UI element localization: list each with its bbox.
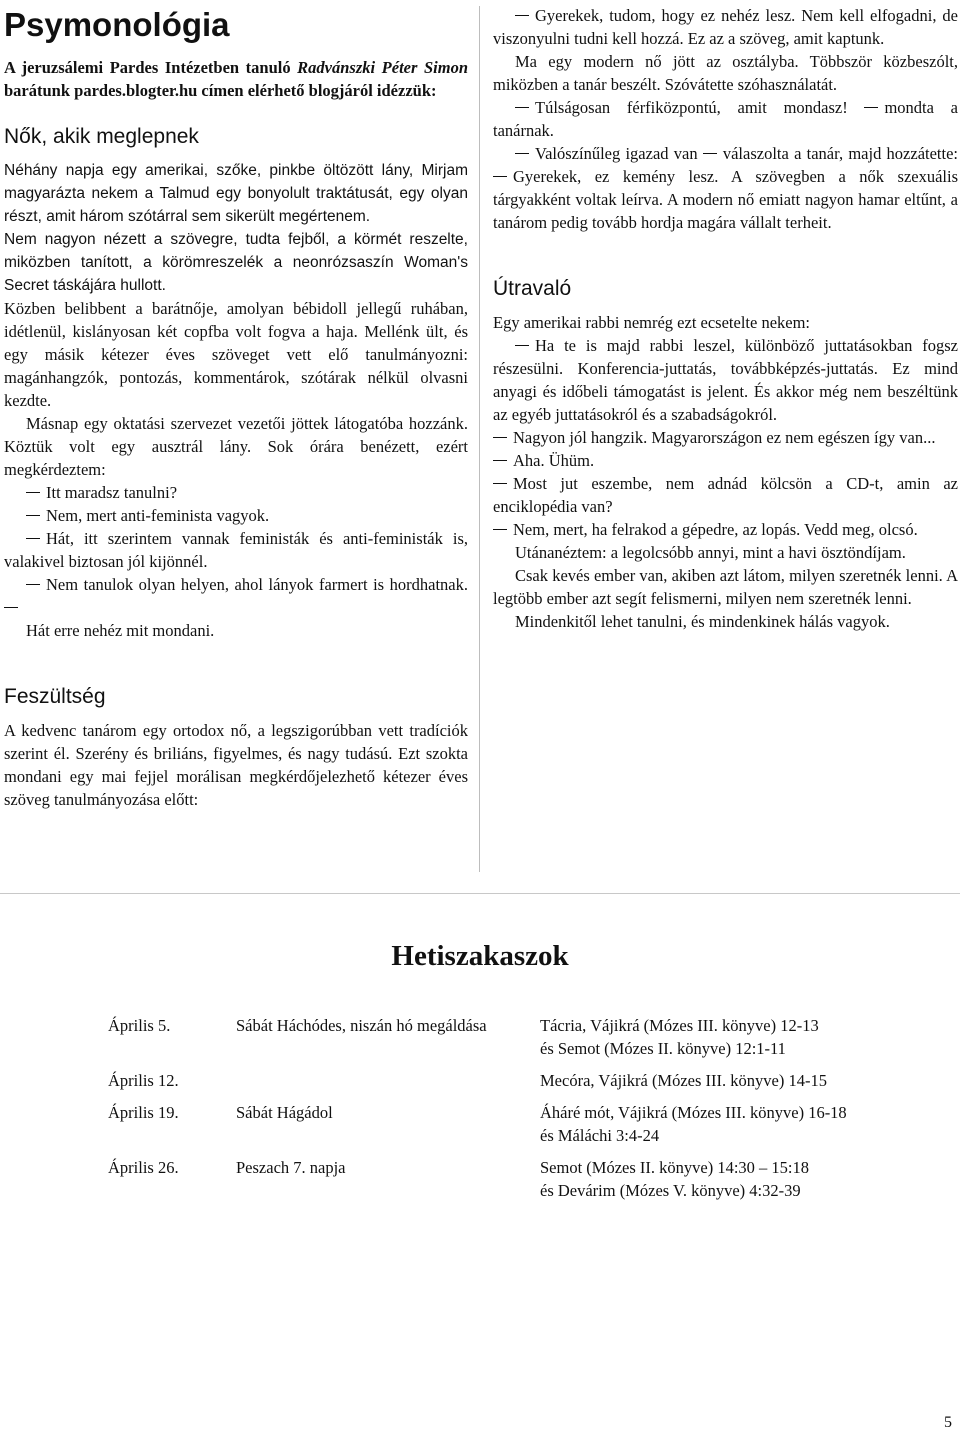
dialogue-line: Nem, mert, ha felrakod a gépedre, az lopás. Vedd meg, olcsó.: [493, 518, 958, 541]
page-number: 5: [944, 1414, 952, 1431]
dash-mark: [515, 107, 529, 108]
table-row: [108, 1156, 868, 1202]
column-divider: [479, 6, 480, 872]
dialogue-line: Valószínűleg igazad van válaszolta a tanár, majd hozzátette: Gyerekek, ez kemény lesz. A szövegben a nők szexuális tárgyakként voltak leírva. A modern nő emiatt nagyon hamar eltűnt, a tanárom pedig tovább hordja magára vállalt terheit.: [493, 144, 959, 232]
author-name: Radvánszki Péter Simon: [297, 58, 469, 77]
section-title-feszultseg: Feszültség: [4, 685, 106, 708]
torah-portions-table: [108, 1014, 868, 1211]
paragraph: Közben belibbent a barátnője, amolyan bébidoll jellegű ruhában, idétlenül, kislányosan két copfba volt fogva a haja. Mellénk ült, és egy másik kétezer éves szöveget vett elő tanulmányozni: magánhangzók, pontozás, kommentárok, szótárak nélkül olvasni kezdte.: [4, 299, 468, 410]
dash-mark: [864, 107, 878, 108]
dialogue-line: Túlságosan férfiközpontú, amit mondasz! mondta a tanárnak.: [493, 98, 958, 140]
paragraph: Utánanéztem: a legolcsóbb annyi, mint a havi ösztöndíjam.: [515, 543, 906, 562]
dash-mark: [26, 515, 40, 516]
paragraph: Hát erre nehéz mit mondani.: [26, 621, 215, 640]
right-column: [493, 4, 958, 633]
paragraph: Másnap egy oktatási szervezet vezetői jöttek látogatóba hozzánk. Köztük volt egy ausztrál lány. Sok órára benézett, ezért megkérdeztem:: [4, 414, 468, 479]
row-reading: Semot (Mózes II. könyve) 14:30 – 15:18 és Devárim (Mózes V. könyve) 4:32-39: [540, 1158, 810, 1200]
paragraph: Nem nagyon nézett a szövegre, tudta fejből, a körmét reszelte, miközben tanított, a körömreszelék a neonrózsaszín Woman's Secret táskájára hullott.: [4, 231, 468, 294]
dialogue-line: Most jut eszembe, nem adnád kölcsön a CD-t, amin az enciklopédia van?: [493, 474, 958, 516]
dialogue-line: Gyerekek, tudom, hogy ez nehéz lesz. Nem kell elfogadni, de viszonyulni tudni kell hozzá. Ez az a szöveg, amit kaptunk.: [493, 6, 958, 48]
paragraph: A kedvenc tanárom egy ortodox nő, a legszigorúbban vett tradíciók szerint él. Szerény és briliáns, figyelmes, és nagy tudású. Ezt szokta mondani egy mai fejjel morálisan megkérdőjelezhető kétezer éves szöveg tanulmányozása előtt:: [4, 721, 468, 809]
intro-text-1: A jeruzsálemi Pardes Intézetben tanuló: [4, 58, 298, 77]
paragraph: Néhány napja egy amerikai, szőke, pinkbe öltözött lány, Mirjam magyarázta nekem a Talmud egy bonyolult traktátusát, egy olyan részt, amit három szótárral sem sikerült megértenem.: [4, 162, 468, 225]
dash-mark: [515, 153, 529, 154]
row-date: Április 12.: [108, 1071, 179, 1090]
dash-mark: [493, 437, 507, 438]
paragraph: Csak kevés ember van, akiben azt látom, milyen szeretnék lenni. A legtöbb ember azt segít felismerni, milyen nem szeretnék lenni.: [493, 566, 958, 608]
row-date: Április 26.: [108, 1158, 179, 1177]
dialogue-line: Hát, itt szerintem vannak feministák és anti-feministák is, valakivel biztosan jól kijönnél.: [4, 529, 468, 571]
table-row: [108, 1014, 868, 1060]
row-reading: Mecóra, Vájikrá (Mózes III. könyve) 14-15: [540, 1071, 827, 1090]
section-title-nok: Nők, akik meglepnek: [4, 125, 199, 148]
dialogue-line: Nem, mert anti-feminista vagyok.: [4, 504, 468, 527]
dialogue-line: Aha. Ühüm.: [493, 449, 958, 472]
section-title-utravalo: Útravaló: [493, 277, 572, 300]
table-row: [108, 1101, 868, 1147]
paragraph: Ma egy modern nő jött az osztályba. Többször közbeszólt, miközben a tanár beszélt. Szóvátette szóhasználatát.: [493, 52, 958, 94]
row-date: Április 5.: [108, 1016, 171, 1035]
horizontal-rule: [0, 893, 960, 894]
row-date: Április 19.: [108, 1103, 179, 1122]
paragraph: Mindenkitől lehet tanulni, és mindenkinek hálás vagyok.: [515, 612, 890, 631]
column-title: Psymonológia: [4, 6, 230, 43]
row-event: Peszach 7. napja: [236, 1158, 346, 1177]
hetiszakaszok-title: Hetiszakaszok: [391, 940, 569, 972]
dash-mark: [493, 483, 507, 484]
dialogue-line: Itt maradsz tanulni?: [4, 481, 468, 504]
row-reading: Tácria, Vájikrá (Mózes III. könyve) 12-13 és Semot (Mózes II. könyve) 12:1-11: [540, 1016, 819, 1058]
dash-mark: [26, 538, 40, 539]
row-reading: Áháré mót, Vájikrá (Mózes III. könyve) 16-18 és Máláchi 3:4-24: [540, 1103, 847, 1145]
dialogue-line: Nagyon jól hangzik. Magyarországon ez nem egészen így van...: [493, 426, 958, 449]
dash-mark: [26, 492, 40, 493]
dash-mark: [493, 176, 507, 177]
dash-mark: [4, 607, 18, 608]
intro-text-2: barátunk pardes.blogter.hu címen elérhető blogjáról idézzük:: [4, 81, 437, 100]
row-event: Sábát Háchódes, niszán hó megáldása: [236, 1016, 487, 1035]
dialogue-line: Ha te is majd rabbi leszel, különböző juttatásokban fogsz részesülni. Konferencia-juttatás, továbbképzés-juttatás. Ez mind anyagi és időbeli támogatást is jelent. És akkor még nem beszéltünk az egyéb juttatásokról és a szabadságokról.: [493, 336, 958, 424]
dash-mark: [493, 529, 507, 530]
dash-mark: [493, 460, 507, 461]
dash-mark: [26, 584, 40, 585]
dash-mark: [703, 153, 717, 154]
row-event: Sábát Hágádol: [236, 1103, 333, 1122]
dash-mark: [515, 345, 529, 346]
paragraph: Egy amerikai rabbi nemrég ezt ecsetelte nekem:: [493, 313, 811, 332]
intro-paragraph: [4, 56, 468, 102]
dash-mark: [515, 15, 529, 16]
dialogue-line: Nem tanulok olyan helyen, ahol lányok farmert is hordhatnak.: [4, 573, 468, 619]
left-column: [4, 6, 468, 811]
table-row: [108, 1069, 868, 1092]
